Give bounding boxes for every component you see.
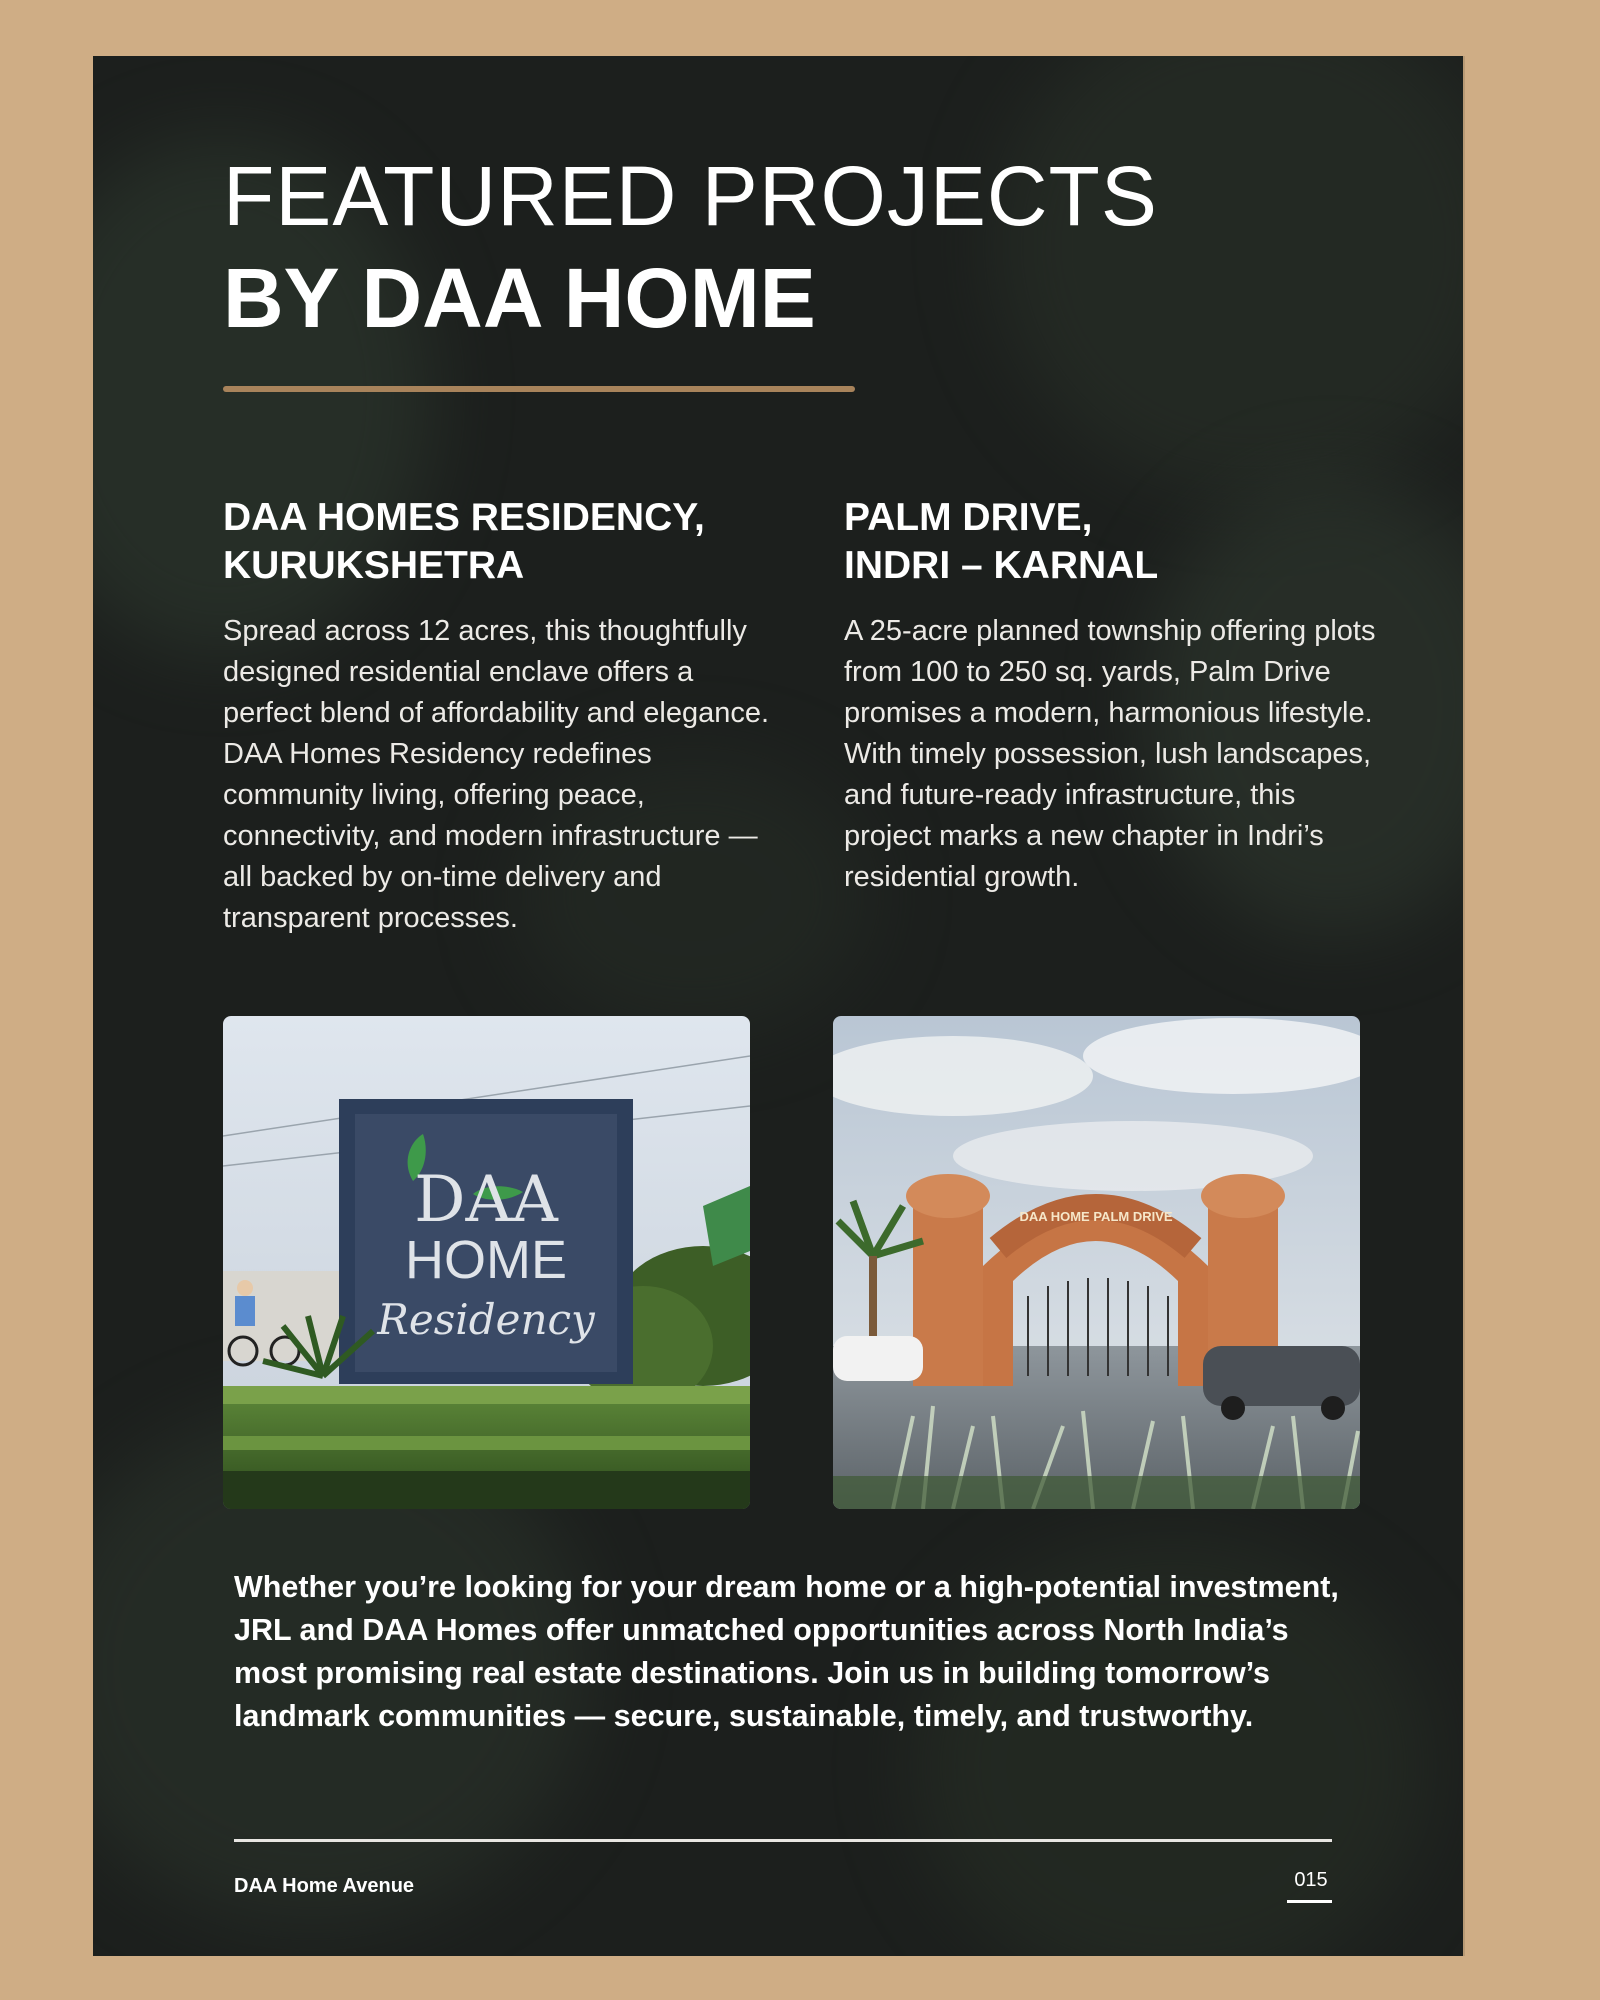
project-description-residency: Spread across 12 acres, this thoughtfully designed residential enclave offers a perfect blend of affordability and elegance. DAA Homes Residency redefines community living, offering peace, connectivity, and modern infrastructure — all backed by on-time delivery and transparent processes. [223, 615, 770, 934]
project-description-palm-drive: A 25-acre planned township offering plots from 100 to 250 sq. yards, Palm Drive promises a modern, harmonious lifestyle. With timely possession, lush landscapes, and future-ready infrastructure, this project marks a new chapter in Indri’s residential growth. [844, 615, 1376, 893]
residency-photo [223, 1016, 750, 1509]
closing-statement: Whether you’re looking for your dream home or a high-potential investment, JRL and DAA Homes offer unmatched opportunities across North India’s most promising real estate destinations. Join us in building tomorrow’s landmark communities — secure, sustainable, timely, and trustworthy. [234, 1570, 1339, 1733]
page-title-line1: FEATURED PROJECTS [223, 149, 1158, 243]
gate-arch-text: DAA HOME PALM DRIVE [1019, 1209, 1173, 1224]
page-content [93, 56, 1463, 1956]
brochure-page [93, 56, 1463, 1956]
footer-divider [234, 1839, 1332, 1842]
sign-text-residency: Residency [377, 1295, 595, 1344]
residency-sign-illustration [223, 1016, 750, 1509]
palm-drive-photo [833, 1016, 1360, 1509]
project-heading-palm-drive: PALM DRIVE, INDRI – KARNAL [844, 496, 1159, 587]
page-number: 015 [1294, 1869, 1328, 1891]
page-title-line2: BY DAA HOME [223, 251, 816, 345]
footer-publication-name: DAA Home Avenue [234, 1875, 415, 1897]
project-heading-residency: DAA HOMES RESIDENCY, KURUKSHETRA [223, 496, 705, 587]
sign-text-home: HOME [405, 1230, 567, 1290]
page-number-underline [1287, 1900, 1332, 1903]
sign-text-daa: DAA [414, 1163, 558, 1237]
title-divider [223, 386, 855, 392]
palm-drive-gate-illustration [833, 1016, 1360, 1509]
